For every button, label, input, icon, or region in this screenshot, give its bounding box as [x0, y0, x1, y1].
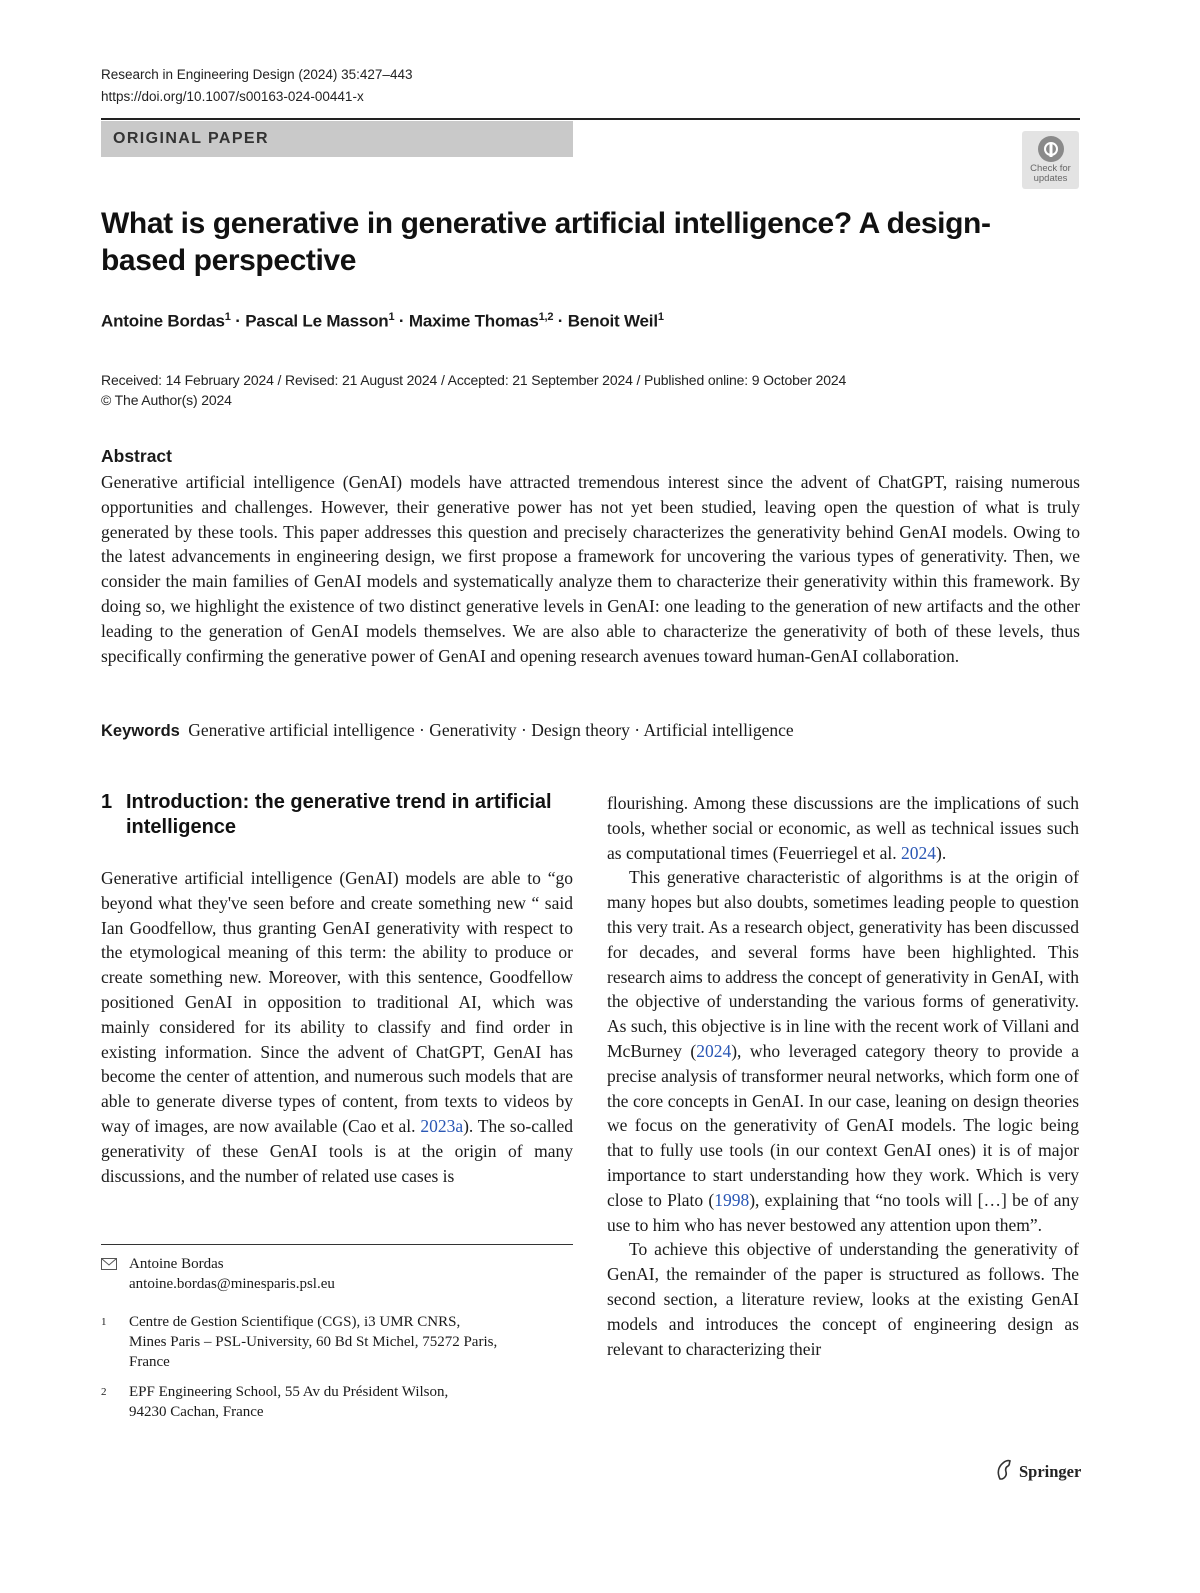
springer-horse-icon [994, 1459, 1014, 1481]
citation-link[interactable]: 1998 [714, 1189, 750, 1210]
corresponding-author [101, 1254, 573, 1294]
author-affiliation: 1,2 [538, 311, 554, 323]
author-name[interactable]: Antoine Bordas [101, 311, 225, 331]
corresponding-email[interactable]: antoine.bordas@minesparis.psl.eu [129, 1276, 335, 1292]
corresponding-name: Antoine Bordas [129, 1256, 224, 1272]
footnote-rule [101, 1244, 573, 1245]
paper-title: What is generative in generative artificial intelligence? A design-based perspective [101, 207, 991, 277]
affiliation-mark: 1 [101, 1316, 107, 1328]
copyright-notice: © The Author(s) 2024 [101, 392, 232, 408]
keywords-list: Generative artificial intelligence · Generativity · Design theory · Artificial intelligence [188, 720, 794, 740]
author-name[interactable]: Maxime Thomas [408, 311, 539, 331]
body-paragraph: flourishing. Among these discussions are the implications of such tools, whether social or economic, as well as technical issues such as computational times (Feuerriegel et al. 2024). [607, 793, 1079, 863]
author-separator: · [394, 311, 409, 331]
journal-info [101, 64, 412, 108]
header-rule [101, 118, 1080, 120]
section-heading [101, 790, 571, 840]
springer-logo[interactable] [994, 1459, 1081, 1482]
abstract-text: Generative artificial intelligence (GenAI) models have attracted tremendous interest since the advent of ChatGPT, raising numerous opportunities and challenges. However, their generative power has not yet been studied, leaving open the question of what is truly generated by these tools. This paper addresses this question and precisely characterizes the generativity behind GenAI models. Owing to the latest advancements in engineering design, we first propose a framework for uncovering the various types of generativity. Then, we consider the main families of GenAI models and systematically analyze them to characterize their generativity within this framework. By doing so, we highlight the existence of two distinct generative levels in GenAI: one leading to the generation of new artifacts and the other leading to the generation of GenAI models themselves. We are also able to characterize the generativity of both of these levels, thus specifically confirming the generative power of GenAI and opening research avenues toward human-GenAI collaboration. [101, 472, 1080, 666]
abstract-heading: Abstract [101, 446, 172, 466]
article-type-label: ORIGINAL PAPER [113, 130, 269, 147]
section-title: Introduction: the generative trend in artificial intelligence [126, 791, 552, 838]
author-affiliation: 1 [388, 311, 395, 323]
doi-link[interactable]: https://doi.org/10.1007/s00163-024-00441-x [101, 89, 364, 104]
publication-dates: Received: 14 February 2024 / Revised: 21 August 2024 / Accepted: 21 September 2024 / Published online: 9 October 2024 [101, 372, 847, 388]
journal-citation: Research in Engineering Design (2024) 35:427–443 [101, 67, 413, 82]
author-separator: · [230, 311, 246, 331]
body-paragraph: To achieve this objective of understanding the generativity of GenAI, the remainder of the paper is structured as follows. The second section, a literature review, looks at the existing GenAI models and introduces the concept of engineering design as relevant to characterizing their [607, 1239, 1079, 1359]
affiliation-1: 1 Centre de Gestion Scientifique (CGS), i3 UMR CNRS, Mines Paris – PSL-University, 60 Bd St Michel, 75272 Paris, France [101, 1314, 498, 1370]
author-name[interactable]: Benoit Weil [567, 311, 658, 331]
intro-paragraph: Generative artificial intelligence (GenAI) models are able to “go beyond what they've seen before and create something new “ said Ian Goodfellow, thus granting GenAI generativity with respect to the etymological meaning of this term: the ability to produce or create something new. Moreover, with this sentence, Goodfellow positioned GenAI in opposition to traditional AI, which was mainly considered for its ability to classify and find order in existing information. Since the advent of ChatGPT, GenAI has become the center of attention, and numerous such models that are able to generate diverse types of content, from texts to videos by way of images, are now available (Cao et al. 2023a). The so-called generativity of these GenAI tools is at the origin of many discussions, and the number of related use cases is [101, 868, 573, 1186]
citation-link[interactable]: 2024 [901, 842, 936, 863]
check-updates-line1: Check for [1030, 163, 1071, 174]
keywords [101, 718, 794, 743]
body-paragraph: This generative characteristic of algorithms is at the origin of many hopes but also doubts, sometimes leading people to question this very trait. As a research object, generativity has been discussed for decades, and several forms have been highlighted. This research aims to address the concept of generativity in GenAI, with the objective of understanding the various forms of generativity. As such, this objective is in line with the recent work of Villani and McBurney (2024), who leveraged category theory to provide a precise analysis of transformer neural networks, which form one of the core concepts in GenAI. In our case, leaning on design theories we focus on the generativity of GenAI models. The logic being that to fully use tools (in our context GenAI ones) it is of major importance to start understanding how they work. Which is very close to Plato (1998), explaining that “no tools will […] be of any use to him who has never bestowed any attention upon them”. [607, 867, 1080, 1235]
left-column [101, 866, 573, 1188]
author-separator: · [553, 311, 568, 331]
author-name[interactable]: Pascal Le Masson [245, 311, 389, 331]
right-column [607, 791, 1079, 1361]
envelope-icon [101, 1254, 125, 1277]
author-affiliation: 1 [657, 311, 664, 323]
author-affiliation: 1 [224, 311, 231, 323]
check-for-updates-button[interactable] [1022, 131, 1079, 189]
citation-link[interactable]: 2024 [696, 1040, 732, 1061]
section-number: 1 [101, 791, 113, 813]
affiliation-2: 2 EPF Engineering School, 55 Av du Président Wilson, 94230 Cachan, France [101, 1384, 449, 1420]
keywords-label: Keywords [101, 722, 180, 740]
article-type-bar [101, 121, 573, 157]
affiliation-mark: 2 [101, 1386, 107, 1398]
check-updates-line2: updates [1033, 173, 1068, 184]
publication-history [101, 370, 846, 410]
author-list [101, 311, 664, 332]
citation-link[interactable]: 2023a [420, 1115, 464, 1136]
crossmark-icon [1038, 136, 1064, 162]
publisher-name: Springer [1019, 1462, 1082, 1481]
